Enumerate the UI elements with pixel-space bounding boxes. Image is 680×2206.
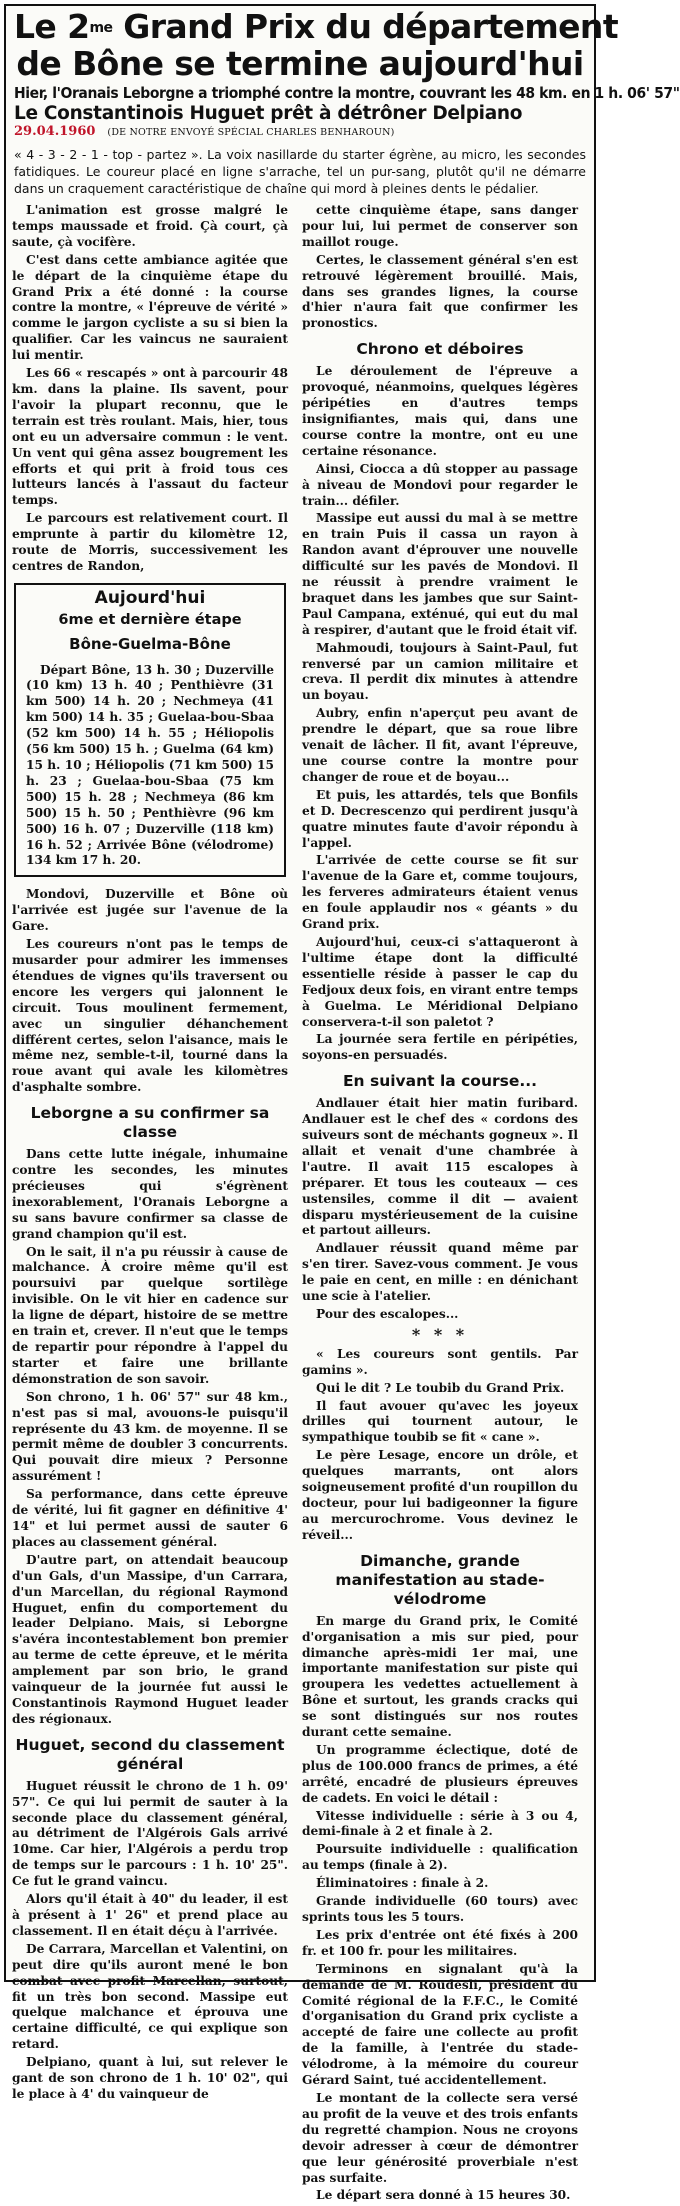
article-columns <box>6 203 594 2206</box>
paragraph: Alors qu'il était à 40" du leader, il est à présent à 1' 26" et prend place au classement. Il en était déçu à l'arrivée. <box>12 1892 288 1938</box>
byline: (DE NOTRE ENVOYÉ SPÉCIAL CHARLES BENHAROUN) <box>107 127 395 138</box>
headline-part: Le 2 <box>14 7 90 46</box>
subheadline-2: Le Constantinois Huguet prêt à détrôner Delpiano <box>14 103 523 124</box>
right-column <box>302 203 578 2206</box>
paragraph: Certes, le classement général s'en est retrouvé légèrement brouillé. Mais, dans ses grandes lignes, la course d'hier n'aura fait que confirmer les pronostics. <box>302 252 578 331</box>
box-title: Aujourd'hui <box>94 587 206 608</box>
schedule-box <box>14 583 286 878</box>
section-heading: Dimanche, grande manifestation au stade-vélodrome <box>335 1551 545 1608</box>
section-heading: Chrono et déboires <box>356 340 524 359</box>
paragraph: Dans cette lutte inégale, inhumaine contre les secondes, les minutes précieuses qui s'égrènent inexorablement, l'Oranais Leborgne a su sans bavure confirmer sa classe de grand champion qu'il est. <box>12 1147 288 1241</box>
paragraph: Mahmoudi, toujours à Saint-Paul, fut renversé par un camion militaire et creva. Il perdit dix minutes à attendre un boyau. <box>302 640 578 703</box>
paragraph: Il faut avouer qu'avec les joyeux drilles qui tournent autour, le sympathique toubib se fit « cane ». <box>302 1398 578 1445</box>
paragraph: La journée sera fertile en péripéties, soyons-en persuadés. <box>302 1032 578 1063</box>
paragraph: Vitesse individuelle : série à 3 ou 4, demi-finale à 2 et finale à 2. <box>302 1808 578 1839</box>
headline-part: Grand Prix du département <box>112 7 618 46</box>
paragraph: Terminons en signalant qu'à la demande de M. Roudesli, président du Comité régional de la F.F.C., le Comité d'organisation du Grand prix cycliste a accepté de faire une collecte au profit de la famille, à l'entrée du stade-vélodrome, à la mémoire du coureur Gérard Saint, tué accidentellement. <box>302 1961 578 2088</box>
paragraph: C'est dans cette ambiance agitée que le départ de la cinquième étape du Grand Prix a été donné : la course contre la montre, « l'épreuve de vérité » comme le jargon cycliste a su si bien la qualifier. Car les vaincus ne sauraient lui mentir. <box>12 252 288 363</box>
paragraph: Les prix d'entrée ont été fixés à 200 fr. et 100 fr. pour les militaires. <box>302 1927 578 1958</box>
paragraph: Le montant de la collecte sera versé au profit de la veuve et des trois enfants du regretté champion. Nous ne croyons devoir adresser à cœur de démontrer que leur générosité proverbiale n'est pas surfaite. <box>302 2090 578 2185</box>
section-divider: * * * <box>411 1324 469 1344</box>
date-stamp: 29.04.1960 <box>14 124 96 139</box>
newspaper-clipping <box>4 4 680 2203</box>
paragraph: Andlauer réussit quand même par s'en tirer. Savez-vous comment. Je vous le paie en cent, en mille : en dénichant une scie à l'atelier. <box>302 1241 578 1304</box>
paragraph: Aujourd'hui, ceux-ci s'attaqueront à l'ultime étape dont la difficulté essentielle réside à passer le cap du Fedjoux deux fois, en virant entre temps à Guelma. Le Méridional Delpiano conservera-t-il son paletot ? <box>302 934 578 1029</box>
paragraph: Les coureurs n'ont pas le temps de musarder pour admirer les immenses étendues de vignes qu'ils traversent ou encore les vergers qui jalonnent le circuit. Tous moulinent fermement, avec un singulier déhanchement différent certes, selon l'aisance, mais le même nez, semble-t-il, tourné dans la roue avant qui avale les kilomètres d'asphalte sombre. <box>12 937 288 1095</box>
paragraph: Pour des escalopes... <box>316 1307 459 1321</box>
paragraph: Aubry, enfin n'aperçut peu avant de prendre le départ, que sa roue libre venait de lâcher. Il fit, avant l'épreuve, une course contre la montre pour changer de roue et de boyau... <box>302 706 578 784</box>
paragraph: Delpiano, quant à lui, sut relever le gant de son chrono de 1 h. 10' 02", qui le place à 4' du vainqueur de <box>12 2055 288 2101</box>
paragraph: En marge du Grand prix, le Comité d'organisation a mis sur pied, pour dimanche après-midi 1er mai, une importante manifestation sur piste qui groupera les vedettes actuellement à Bône et surtout, les grands cracks qui se sont distingués sur nos routes durant cette semaine. <box>302 1613 578 1740</box>
paragraph: Le parcours est relativement court. Il emprunte à partir du kilomètre 12, route de Morris, successivement les centres de Randon, <box>12 511 288 573</box>
box-subtitle: 6me et dernière étape <box>58 611 242 628</box>
dateline <box>14 124 586 140</box>
paragraph: Le père Lesage, encore un drôle, et quelques marrants, ont alors soigneusement profité d'un roupillon du docteur, pour lui badigeonner la figure au mercurochrome. Vous devinez le réveil... <box>302 1448 578 1542</box>
section-heading: En suivant la course... <box>342 1072 538 1091</box>
paragraph: Qui le dit ? Le toubib du Grand Prix. <box>316 1380 565 1395</box>
paragraph: L'arrivée de cette course se fit sur l'avenue de la Gare et, comme toujours, les ferveres admirateurs étaient venus en foule applaudir nos « géants » du Grand prix. <box>302 853 578 932</box>
section-heading: Huguet, second du classement général <box>15 1735 285 1773</box>
box-route: Bône-Guelma-Bône <box>69 634 231 653</box>
section-heading: Leborgne a su confirmer sa classe <box>30 1104 270 1142</box>
paragraph: Mondovi, Duzerville et Bône où l'arrivée est jugée sur l'avenue de la Gare. <box>12 887 288 934</box>
headline <box>14 7 618 83</box>
paragraph: cette cinquième étape, sans danger pour lui, lui permet de conserver son maillot rouge. <box>302 203 578 249</box>
paragraph: Et puis, les attardés, tels que Bonfils et D. Decrescenzo qui perdirent jusqu'à quatre minutes faute d'avoir répondu à l'appel. <box>302 787 578 850</box>
paragraph: Massipe eut aussi du mal à se mettre en train Puis il cassa un rayon à Randon avant d'éprouver une nouvelle difficulté sur les pavés de Mondovi. Il ne réussit à prendre vraiment le braquet dans les jambes que sur Saint-Paul Campana, exténué, qui eut du mal à respirer, d'autant que le froid était vif. <box>302 511 578 637</box>
paragraph: Poursuite individuelle : qualification au temps (finale à 2). <box>302 1842 578 1873</box>
subheadline: Hier, l'Oranais Leborgne a triomphé contre la montre, couvrant les 48 km. en 1 h. 06' 57" <box>14 84 680 102</box>
paragraph: « Les coureurs sont gentils. Par gamins ». <box>302 1346 578 1377</box>
box-schedule: Départ Bône, 13 h. 30 ; Duzerville (10 km) 13 h. 40 ; Penthièvre (31 km 500) 14 h. 20 ; Nechmeya (41 km 500) 14 h. 35 ; Guelaa-bou-Sbaa (52 km 500) 14 h. 55 ; Héliopolis (56 km 500) 15 h. ; Guelma (64 km) 15 h. 10 ; Héliopolis (71 km 500) 15 h. 23 ; Guelaa-bou-Sbaa (75 km 500) 15 h. 28 ; Nechmeya (86 km 500) 15 h. 50 ; Penthièvre (96 km 500) 16 h. 07 ; Duzerville (118 km) 16 h. 52 ; Arrivée Bône (vélodrome) 134 km 17 h. 20. <box>26 662 274 868</box>
paragraph: De Carrara, Marcellan et Valentini, on peut dire qu'ils auront mené le bon combat avec profit Marcellan, surtout, fit un très bon second. Massipe eut quelque malchance et éprouva une certaine difficulté, ce qui explique son retard. <box>12 1941 288 2052</box>
paragraph: Son chrono, 1 h. 06' 57" sur 48 km., n'est pas si mal, avouons-le puisqu'il représente du 43 km. de moyenne. Il se permit même de doubler 3 concurrents. Qui pouvait dire mieux ? Personne assurément ! <box>12 1389 288 1484</box>
paragraph: Éliminatoires : finale à 2. <box>316 1876 489 1891</box>
paragraph: Grande individuelle (60 tours) avec sprints tous les 5 tours. <box>302 1894 578 1924</box>
paragraph: Les 66 « rescapés » ont à parcourir 48 km. dans la plaine. Ils savent, pour l'avoir la plupart reconnu, que le terrain est très roulant. Mais, hier, tous ont eu un adversaire commun : le vent. Un vent qui gêna assez bougrement les efforts et qui prit à froid tous ces lutteurs lancés à l'assaut du facteur temps. <box>12 366 288 508</box>
paragraph: Sa performance, dans cette épreuve de vérité, lui fit gagner en définitive 4' 14" et lui permet aussi de sauter 6 places au classement général. <box>12 1487 288 1549</box>
paragraph: L'animation est grosse malgré le temps maussade et froid. Çà court, çà saute, çà vocifère. <box>12 203 288 249</box>
headline-ordinal: me <box>89 20 113 36</box>
headline-line2: de Bône se termine aujourd'hui <box>16 44 584 83</box>
paragraph: D'autre part, on attendait beaucoup d'un Gals, d'un Massipe, d'un Carrara, d'un Marcellan, du régional Raymond Huguet, enfin du comportement du leader Delpiano. Mais, si Leborgne s'avéra incontestablement bon premier au terme de cette épreuve, et le mérita amplement par son brio, le grand vainqueur de la journée fut aussi le Constantinois Raymond Huguet leader des régionaux. <box>12 1552 288 1726</box>
article-header <box>6 6 680 197</box>
paragraph: Le départ sera donné à 15 heures 30. <box>316 2188 571 2203</box>
paragraph: Huguet réussit le chrono de 1 h. 09' 57". Ce qui lui permit de sauter à la seconde place du classement général, au détriment de l'Algérois Gals arrivé 10me. Car hier, l'Algérois a perdu trop de temps sur le parcours : 1 h. 10' 25". Ce fut le grand vaincu. <box>12 1778 288 1889</box>
paragraph: Ainsi, Ciocca a dû stopper au passage à niveau de Mondovi pour regarder le train... défiler. <box>302 461 578 508</box>
paragraph: Le déroulement de l'épreuve a provoqué, néanmoins, quelques légères péripéties en d'autres temps insignifiantes, mais qui, dans une course contre la montre, ont eu une certaine résonance. <box>302 364 578 458</box>
paragraph: Un programme éclectique, doté de plus de 100.000 francs de primes, a été arrêté, encadré de plusieurs épreuves de cadets. En voici le détail : <box>302 1742 578 1805</box>
lead-paragraph: « 4 - 3 - 2 - 1 - top - partez ». La voix nasillarde du starter égrène, au micro, les secondes fatidiques. Le coureur placé en ligne s'arrache, tel un pur-sang, plutôt qu'il ne démarre dans un craquement caractéristique de chaîne qui mord à pleines dents le pédalier. <box>14 147 586 196</box>
left-column <box>12 203 288 2206</box>
paragraph: Andlauer était hier matin furibard. Andlauer est le chef des « cordons des suiveurs sont de méchants gogneux ». Il allait et venait d'une chambrée à l'autre. Il avait 115 escalopes à préparer. Et tous les couteaux — ces ustensiles, comme il dit — avaient disparu mystérieusement de la cuisine et partout ailleurs. <box>302 1096 578 1238</box>
paragraph: On le sait, il n'a pu réussir à cause de malchance. À croire même qu'il est poursuivi par quelque sortilège invisible. On le vit hier en cadence sur la ligne de départ, histoire de se mettre en train et, crever. Il n'eut que le temps de repartir pour répondre à l'appel du starter et faire une brillante démonstration de son savoir. <box>12 1244 288 1386</box>
